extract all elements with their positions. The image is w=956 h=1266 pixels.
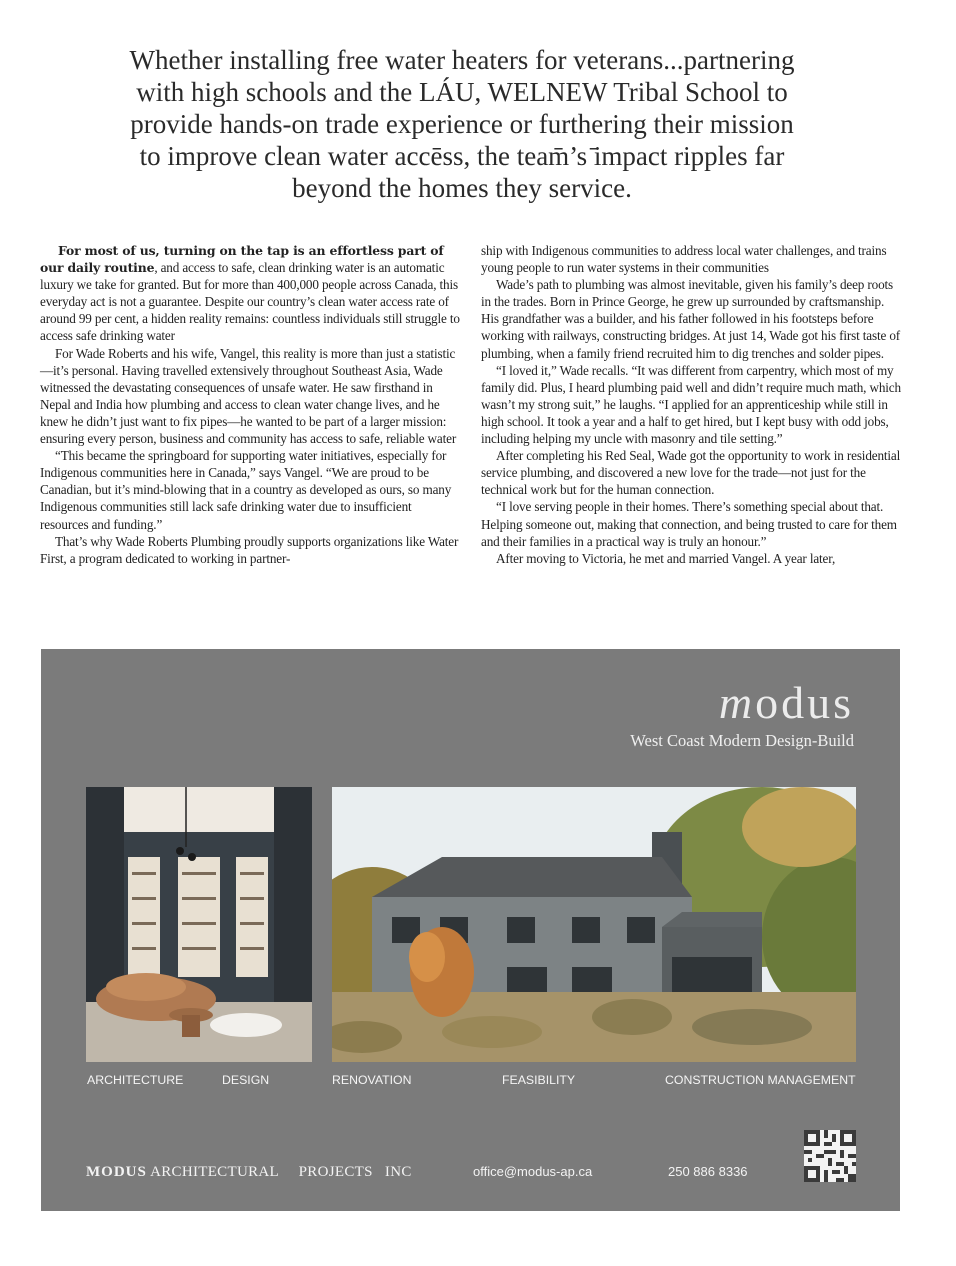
ad-tagline: West Coast Modern Design-Build <box>630 731 854 750</box>
article-column-right <box>481 242 903 567</box>
interior-photo <box>86 787 312 1062</box>
article-column-left <box>40 242 462 567</box>
pull-quote-line: to improve clean water accēss, the team̄’s ̄impact ripples far <box>139 141 785 171</box>
article-paragraph <box>40 242 462 345</box>
service-renovation: RENOVATION <box>332 1073 412 1087</box>
modus-logo: modus <box>718 677 854 728</box>
pull-quote <box>100 44 824 204</box>
article-paragraph: Wade’s path to plumbing was almost inevitable, given his family’s deep roots in the trades. Born in Prince George, he grew up surrounded by craftsmanship. His grandfather was a builder, and his father followed in his footsteps before working with railways, constructing bridges. At just 14, Wade got his first taste of plumbing, when a family friend recruited him to dig trenches and solder pipes. <box>481 277 901 361</box>
company-name: MODUS ARCHITECTURAL PROJECTS INC <box>86 1164 412 1180</box>
article-paragraph: “I love serving people in their homes. There’s something special about that. Helping someone out, making that connection, and being trusted to care for them and their families in a practical way is truly an honour.” <box>481 499 897 549</box>
article-paragraph: After moving to Victoria, he met and married Vangel. A year later, <box>496 550 836 566</box>
pull-quote-line: provide hands-on trade experience or furthering their mission <box>130 109 794 139</box>
house-exterior-photo <box>332 787 856 1062</box>
qr-code-icon <box>804 1130 856 1182</box>
phone-number: 250 886 8336 <box>668 1164 748 1179</box>
article-text: , and access to safe, clean drinking water is an automatic luxury we take for granted. But for more than 400,000 people across Canada, this everyday act is not a guarantee. Despite our country’s clean water access rate of around 99 per cent, a hidden reality remains: countless individuals still struggle to access safe drinking water <box>40 260 460 344</box>
article-paragraph: After completing his Red Seal, Wade got the opportunity to work in residential service plumbing, and discovered a new love for the trade—not just for the technical work but for the human connection. <box>481 448 901 498</box>
article-paragraph: “This became the springboard for supporting water initiatives, especially for Indigenous communities here in Canada,” says Vangel. “We are proud to be Canadian, but it’s mind-blowing that in a country as developed as ours, so many Indigenous communities still lack safe drinking water due to insufficient resources and funding.” <box>40 448 452 532</box>
pull-quote-line: Whether installing free water heaters for veterans...partnering <box>129 45 795 75</box>
service-feasibility: FEASIBILITY <box>502 1073 576 1087</box>
service-architecture: ARCHITECTURE <box>87 1073 184 1087</box>
article-lead-in: For most of us, turning on the tap is an effortless part of our daily routine <box>40 243 444 276</box>
email-link[interactable]: office@modus-ap.ca <box>473 1164 593 1179</box>
article-paragraph: ship with Indigenous communities to address local water challenges, and trains young people to run water systems in their communities <box>481 243 887 276</box>
article-paragraph: That’s why Wade Roberts Plumbing proudly supports organizations like Water First, a program dedicated to working in partner- <box>40 533 459 566</box>
pull-quote-line: beyond the homes they service. <box>292 173 632 203</box>
modus-advertisement <box>41 649 900 1211</box>
article-paragraph: For Wade Roberts and his wife, Vangel, this reality is more than just a statistic—it’s personal. Having travelled extensively throughout Southeast Asia, Wade witnessed the devastating consequences of unsafe water. He saw firsthand in Nepal and India how plumbing and access to clean water change lives, and he knew he didn’t just want to fix pipes—he wanted to be part of a larger mission: ensuring every person, business and community has access to safe, reliable water <box>40 345 457 447</box>
article-paragraph: “I loved it,” Wade recalls. “It was different from carpentry, which most of my family did. Plus, I heard plumbing paid well and didn’t require much math, which wasn’t my strong suit,” he laughs. “I applied for an apprenticeship while still in high school. It took a year and a half to get hired, but I kept busy with odd jobs, including helping my uncle with masonry and tile setting.” <box>481 362 901 447</box>
service-design: DESIGN <box>222 1073 270 1087</box>
service-construction-management: CONSTRUCTION MANAGEMENT <box>665 1073 856 1087</box>
pull-quote-line: with high schools and the LÁU, WELNEW Tribal School to <box>136 77 788 107</box>
